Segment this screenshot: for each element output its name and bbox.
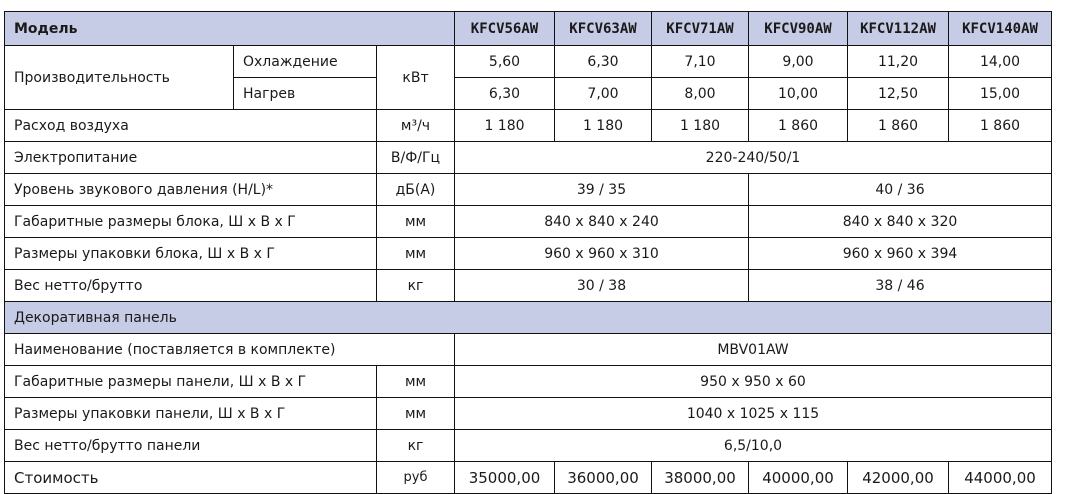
weight-label: Вес нетто/брутто (5, 270, 377, 302)
panel-pack-row (5, 398, 1052, 430)
cooling-value: 5,60 (455, 46, 555, 78)
pack-dims-group2: 960 х 960 х 394 (749, 238, 1052, 270)
panel-section-row (5, 302, 1052, 334)
price-value: 40000,00 (749, 462, 848, 494)
power-label: Электропитание (5, 142, 377, 174)
model-header-label: Модель (5, 12, 455, 46)
panel-dims-row (5, 366, 1052, 398)
power-unit: В/Ф/Гц (377, 142, 455, 174)
capacity-cooling-row (5, 46, 1052, 78)
panel-name-value: MBV01AW (455, 334, 1052, 366)
airflow-value: 1 860 (749, 110, 848, 142)
panel-dims-label: Габаритные размеры панели, Ш х В х Г (5, 366, 377, 398)
header-row (5, 12, 1052, 46)
cooling-value: 6,30 (555, 46, 652, 78)
price-value: 44000,00 (949, 462, 1052, 494)
model-header: KFCV112AW (848, 12, 949, 46)
price-label: Стоимость (5, 462, 377, 494)
capacity-unit: кВт (377, 46, 455, 110)
heating-value: 8,00 (652, 78, 749, 110)
price-value: 36000,00 (555, 462, 652, 494)
model-header: KFCV140AW (949, 12, 1052, 46)
panel-name-label: Наименование (поставляется в комплекте) (5, 334, 455, 366)
panel-pack-value: 1040 х 1025 х 115 (455, 398, 1052, 430)
noise-label: Уровень звукового давления (H/L)* (5, 174, 377, 206)
airflow-row (5, 110, 1052, 142)
price-value: 35000,00 (455, 462, 555, 494)
price-value: 38000,00 (652, 462, 749, 494)
panel-weight-label: Вес нетто/брутто панели (5, 430, 377, 462)
airflow-unit: м³/ч (377, 110, 455, 142)
power-row (5, 142, 1052, 174)
noise-value-group2: 40 / 36 (749, 174, 1052, 206)
noise-value-group1: 39 / 35 (455, 174, 749, 206)
cooling-value: 9,00 (749, 46, 848, 78)
panel-dims-unit: мм (377, 366, 455, 398)
price-value: 42000,00 (848, 462, 949, 494)
airflow-label: Расход воздуха (5, 110, 377, 142)
weight-unit: кг (377, 270, 455, 302)
airflow-value: 1 180 (652, 110, 749, 142)
pack-dims-unit: мм (377, 238, 455, 270)
spec-table (4, 11, 1052, 494)
pack-dims-label: Размеры упаковки блока, Ш х В х Г (5, 238, 377, 270)
heating-value: 15,00 (949, 78, 1052, 110)
unit-dims-unit: мм (377, 206, 455, 238)
weight-row (5, 270, 1052, 302)
unit-dims-row (5, 206, 1052, 238)
airflow-value: 1 180 (555, 110, 652, 142)
noise-unit: дБ(А) (377, 174, 455, 206)
heating-label: Нагрев (234, 78, 377, 110)
airflow-value: 1 180 (455, 110, 555, 142)
panel-section-label: Декоративная панель (5, 302, 1052, 334)
unit-dims-label: Габаритные размеры блока, Ш х В х Г (5, 206, 377, 238)
power-value: 220-240/50/1 (455, 142, 1052, 174)
price-row (5, 462, 1052, 494)
weight-group1: 30 / 38 (455, 270, 749, 302)
model-header: KFCV90AW (749, 12, 848, 46)
panel-dims-value: 950 х 950 х 60 (455, 366, 1052, 398)
panel-name-row (5, 334, 1052, 366)
heating-value: 6,30 (455, 78, 555, 110)
noise-row (5, 174, 1052, 206)
panel-weight-row (5, 430, 1052, 462)
airflow-value: 1 860 (949, 110, 1052, 142)
model-header: KFCV63AW (555, 12, 652, 46)
panel-pack-unit: мм (377, 398, 455, 430)
pack-dims-row (5, 238, 1052, 270)
panel-pack-label: Размеры упаковки панели, Ш х В х Г (5, 398, 377, 430)
airflow-value: 1 860 (848, 110, 949, 142)
cooling-value: 11,20 (848, 46, 949, 78)
cooling-label: Охлаждение (234, 46, 377, 78)
capacity-label: Производительность (5, 46, 234, 110)
panel-weight-unit: кг (377, 430, 455, 462)
model-header: KFCV56AW (455, 12, 555, 46)
weight-group2: 38 / 46 (749, 270, 1052, 302)
model-header: KFCV71AW (652, 12, 749, 46)
cooling-value: 14,00 (949, 46, 1052, 78)
heating-value: 7,00 (555, 78, 652, 110)
heating-value: 12,50 (848, 78, 949, 110)
unit-dims-group2: 840 х 840 х 320 (749, 206, 1052, 238)
unit-dims-group1: 840 х 840 х 240 (455, 206, 749, 238)
price-unit: руб (377, 462, 455, 494)
panel-weight-value: 6,5/10,0 (455, 430, 1052, 462)
pack-dims-group1: 960 х 960 х 310 (455, 238, 749, 270)
heating-value: 10,00 (749, 78, 848, 110)
cooling-value: 7,10 (652, 46, 749, 78)
